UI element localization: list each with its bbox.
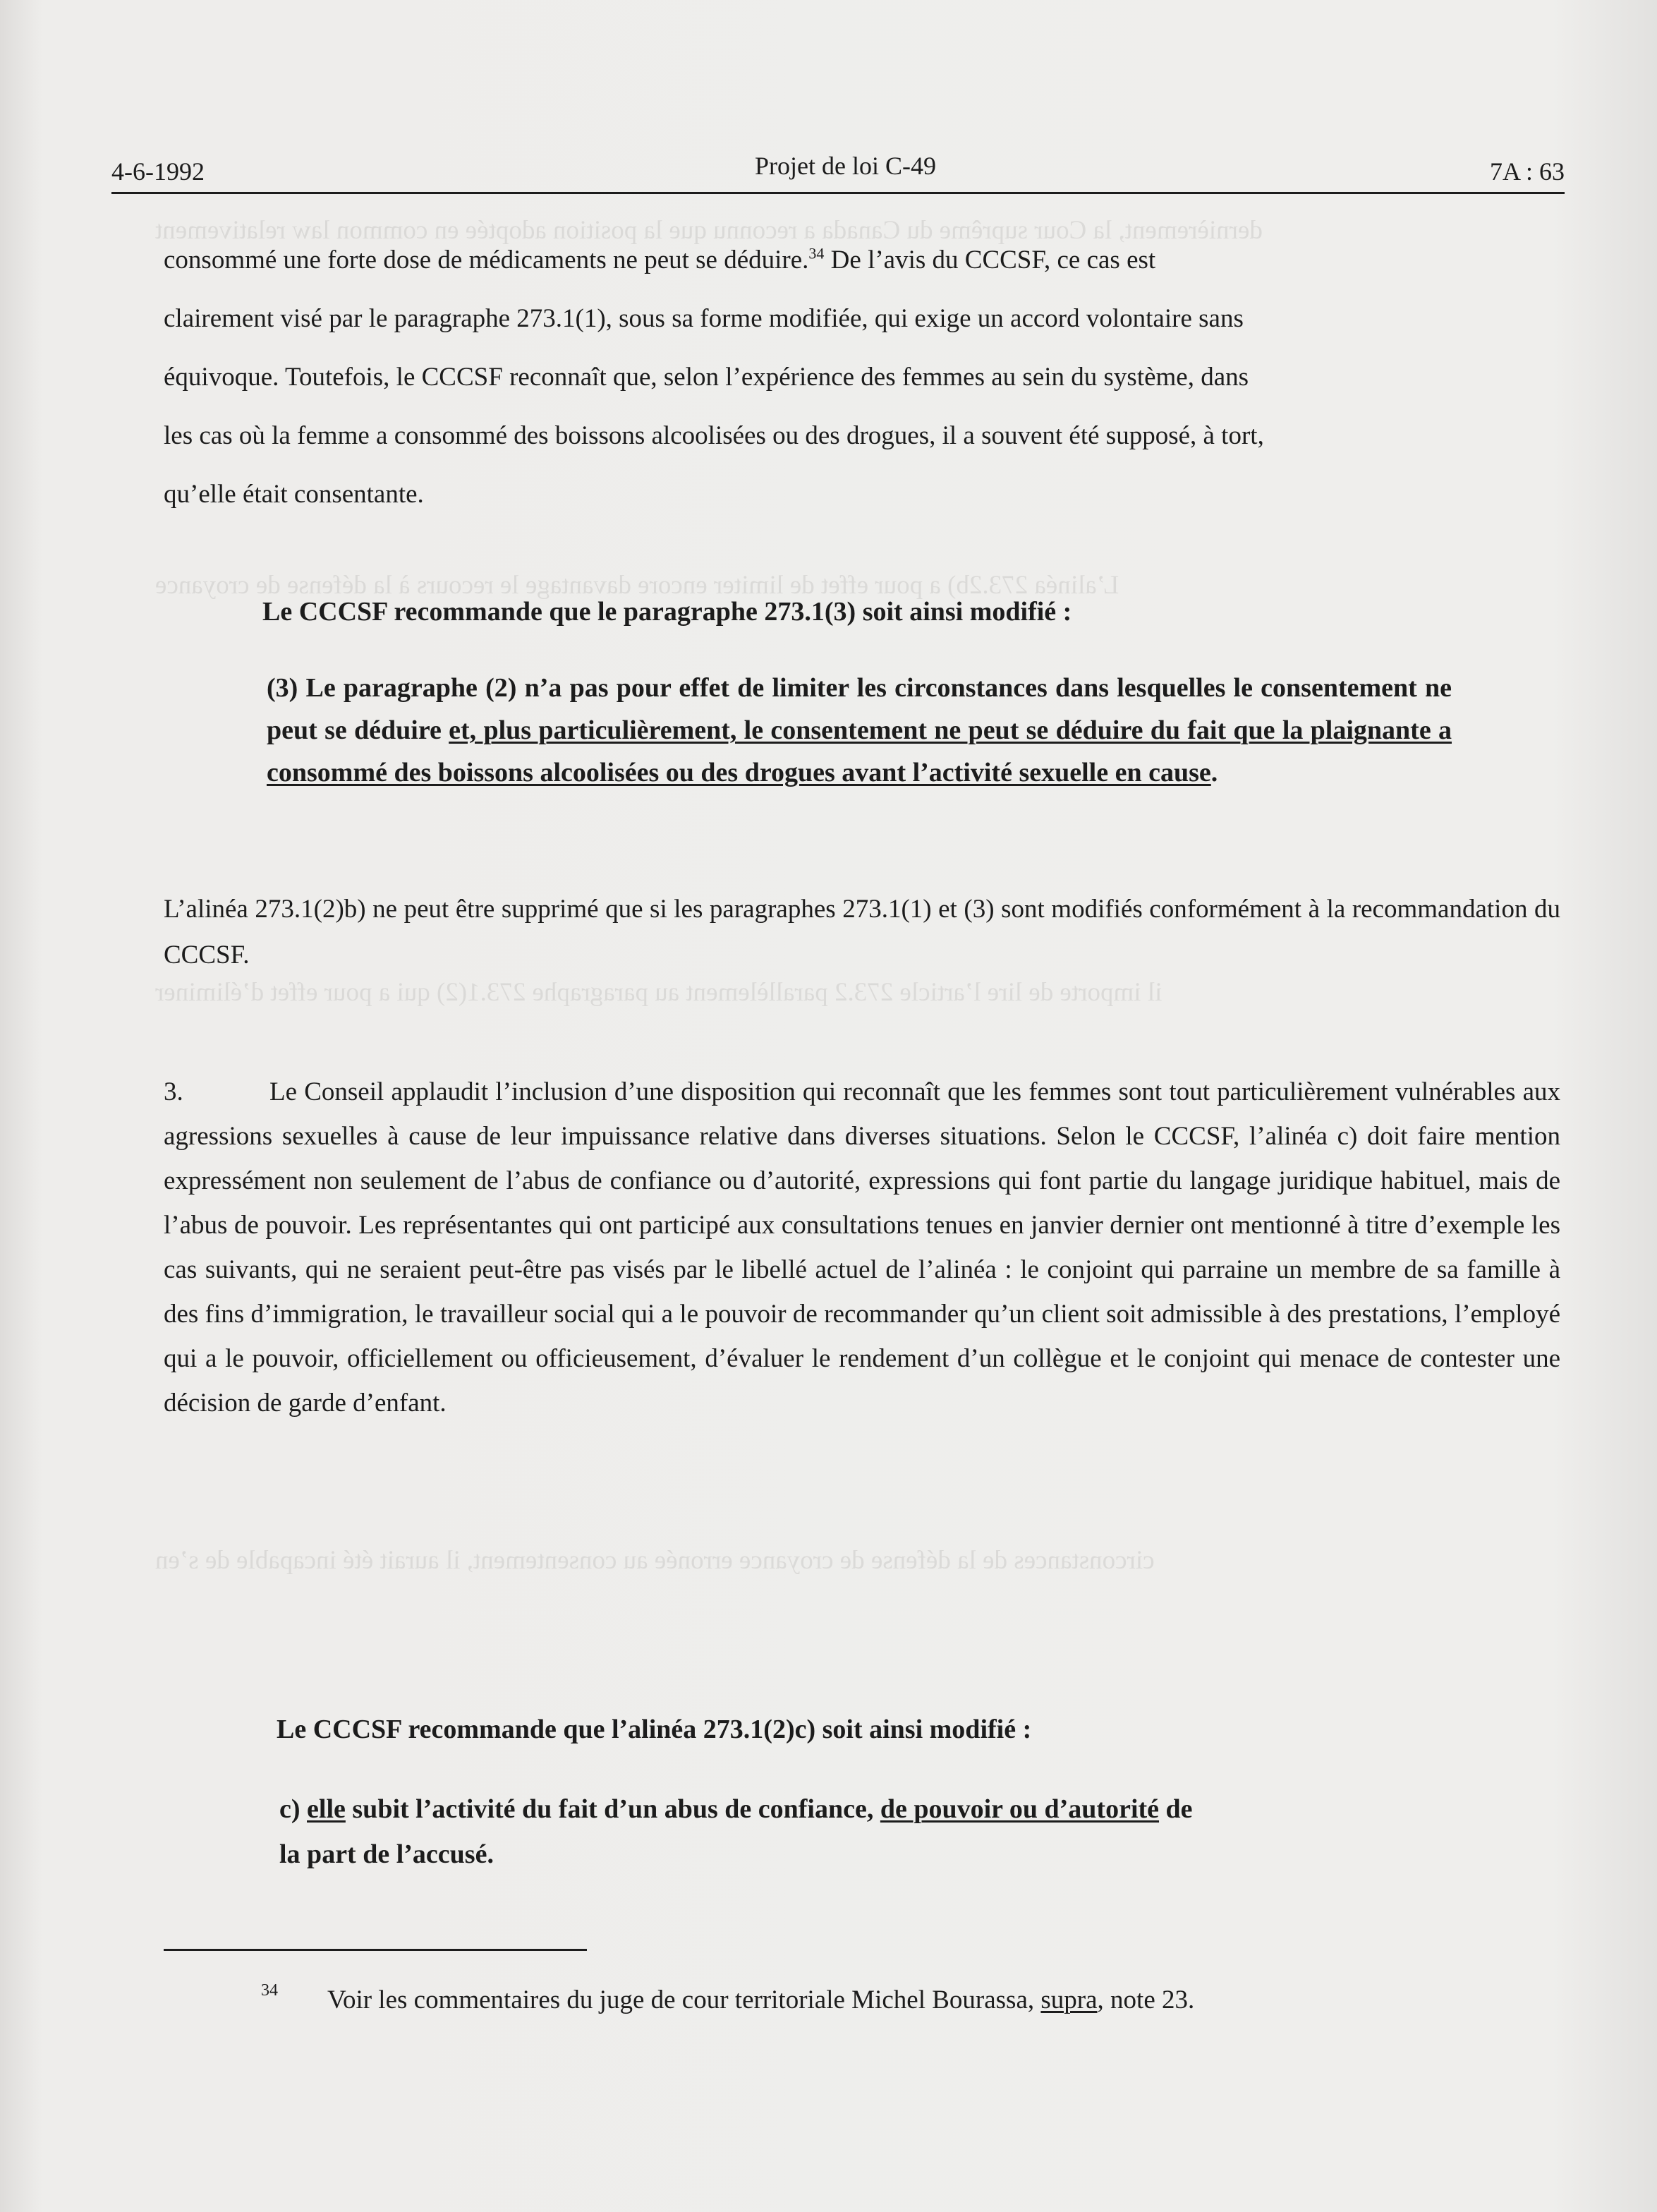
header-title: Projet de loi C-49 (755, 152, 936, 180)
text-line: consommé une forte dose de médicaments ne peut se déduire. (164, 246, 809, 274)
footnote: 34 Voir les commentaires du juge de cour territoriale Michel Bourassa, supra, note 23. (262, 1983, 1194, 2018)
recommended-wording: c) elle subit l’activité du fait d’un abus de confiance, de pouvoir ou d’autorité de la part de l’accusé. (279, 1794, 1193, 1869)
recommendation-heading: Le CCCSF recommande que l’alinéa 273.1(2)c) soit ainsi modifié : (277, 1715, 1032, 1744)
quote-amendment-underlined: et, plus particulièrement, le consentement ne peut se déduire du fait que la plaignante a consommé des boissons alcoolisées ou des drogues avant l’activité sexuelle en cause (267, 715, 1452, 787)
show-through-text: dernièrement, la Cour suprême du Canada a reconnu que la position adoptée en common law relativement (155, 216, 1263, 245)
footnote-rule (164, 1949, 587, 1951)
quote-underlined: de pouvoir ou d’autorité (880, 1794, 1160, 1824)
recommendation-heading: Le CCCSF recommande que le paragraphe 273.1(3) soit ainsi modifié : (262, 597, 1072, 627)
text-line: qu’elle était consentante. (164, 480, 424, 509)
show-through-text: il importe de lire l’article 273.2 parallèlement au paragraphe 273.1(2) qui a pour effet d’éliminer (155, 978, 1163, 1007)
quote-underlined: elle (307, 1794, 346, 1824)
paragraph-number: 3. (164, 1077, 183, 1106)
header-page-number: 7A : 63 (1489, 157, 1565, 186)
recommended-wording: (3) Le paragraphe (2) n’a pas pour effet de limiter les circonstances dans lesquelles le consentement ne peut se déduire et, plus particulièrement, le consentement ne peut se déduire du fait que la plaignante a consommé des boissons alcoolisées ou des drogues avant l’activité sexuelle en cause. (267, 673, 1452, 787)
header-date: 4-6-1992 (111, 157, 205, 186)
paragraph: L’alinéa 273.1(2)b) ne peut être supprimé que si les paragraphes 273.1(1) et (3) sont modifiés conformément à la recommandation du CCCSF. (164, 895, 1560, 969)
text-line: clairement visé par le paragraphe 273.1(1), sous sa forme modifiée, qui exige un accord volontaire sans (164, 304, 1244, 333)
text-line: équivoque. Toutefois, le CCCSF reconnaît que, selon l’expérience des femmes au sein du système, dans (164, 363, 1249, 392)
text-line: les cas où la femme a consommé des boissons alcoolisées ou des drogues, il a souvent été supposé, à tort, (164, 421, 1264, 450)
numbered-paragraph (164, 1070, 1560, 1425)
header-rule (111, 192, 1565, 194)
running-header (111, 152, 1565, 191)
show-through-text: circonstances de la défense de croyance erronée au consentement, il aurait été incapable de s’en (155, 1546, 1155, 1575)
show-through-text: L’alinéa 273.2b) a pour effet de limiter encore davantage le recours à la défense de croyance (155, 571, 1119, 600)
text-line: De l’avis du CCCSF, ce cas est (824, 246, 1156, 274)
paragraph-text: Le Conseil applaudit l’inclusion d’une disposition qui reconnaît que les femmes sont tout particulièrement vulnérables aux agressions sexuelles à cause de leur impuissance relative dans diverses situations. Selon le CCCSF, l’alinéa c) doit faire mention expressément non seulement de l’abus de confiance ou d’autorité, expressions qui font partie du langage juridique habituel, mais de l’abus de pouvoir. Les représentantes qui ont participé aux consultations tenues en janvier dernier ont mentionné à titre d’exemple les cas suivants, qui ne seraient peut-être pas visés par le libellé actuel de l’alinéa : le conjoint qui parraine un membre de sa famille à des fins d’immigration, le travailleur social qui a le pouvoir de recommander qu’un client soit admissible à des prestations, l’employé qui a le pouvoir, officiellement ou officieusement, d’évaluer le rendement d’un collègue et le conjoint qui menace de contester une décision de garde d’enfant. (164, 1077, 1560, 1418)
footnote-reference: 34 (808, 244, 825, 262)
quote-text: (3) Le paragraphe (2) n’a pas pour effet de limiter les circonstances dans lesquelles le consentement ne peut se déduire (267, 673, 1452, 745)
footnote-number: 34 (261, 1981, 278, 2000)
paragraph-continuation (164, 238, 1560, 516)
